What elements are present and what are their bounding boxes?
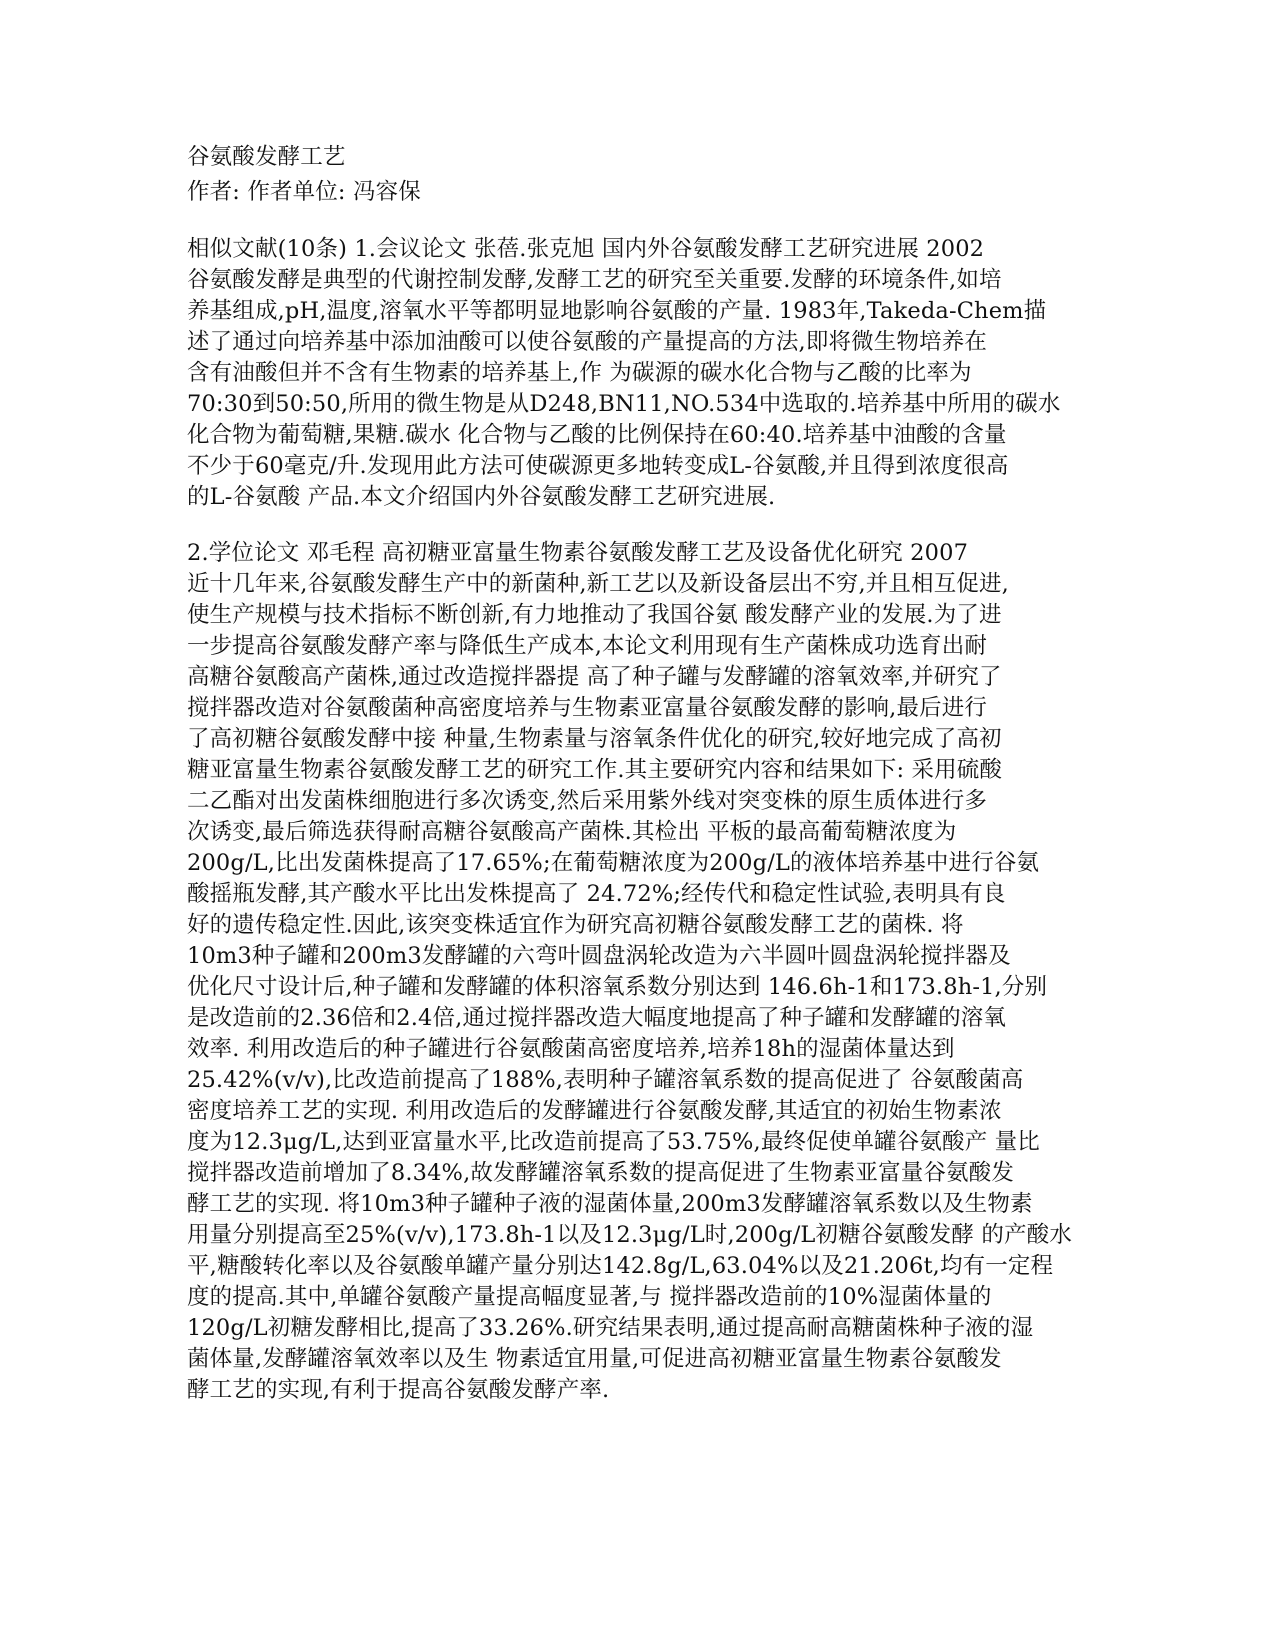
text-line: 度的提高.其中,单罐谷氨酸产量提高幅度显著,与 搅拌器改造前的10%湿菌体量的 [187,1284,992,1310]
text-line: 化合物为葡萄糖,果糖.碳水 化合物与乙酸的比例保持在60:40.培养基中油酸的含量 [187,422,1007,448]
text-line: 一步提高谷氨酸发酵产率与降低生产成本,本论文利用现有生产菌株成功选育出耐 [187,633,988,659]
text-line: 平,糖酸转化率以及谷氨酸单罐产量分别达142.8g/L,63.04%以及21.206t,均有一定程 [187,1253,1054,1279]
author-byline: 作者: 作者单位: 冯容保 [187,179,421,205]
text-line: 密度培养工艺的实现. 利用改造后的发酵罐进行谷氨酸发酵,其适宜的初始生物素浓 [187,1098,1002,1124]
text-line: 谷氨酸发酵是典型的代谢控制发酵,发酵工艺的研究至关重要.发酵的环境条件,如培 [187,267,1002,293]
text-line: 酵工艺的实现,有利于提高谷氨酸发酵产率. [187,1377,610,1403]
text-line: 相似文献(10条) 1.会议论文 张蓓.张克旭 国内外谷氨酸发酵工艺研究进展 2002 [187,236,985,262]
document-title: 谷氨酸发酵工艺 [187,144,346,170]
text-line: 菌体量,发酵罐溶氧效率以及生 物素适宜用量,可促进高初糖亚富量生物素谷氨酸发 [187,1346,1002,1372]
text-line: 25.42%(v/v),比改造前提高了188%,表明种子罐溶氧系数的提高促进了 谷氨酸菌高 [187,1067,1024,1093]
text-line: 次诱变,最后筛选获得耐高糖谷氨酸高产菌株.其检出 平板的最高葡萄糖浓度为 [187,819,957,845]
text-line: 不少于60毫克/升.发现用此方法可使碳源更多地转变成L-谷氨酸,并且得到浓度很高 [187,453,1009,479]
text-line: 二乙酯对出发菌株细胞进行多次诱变,然后采用紫外线对突变株的原生质体进行多 [187,788,988,814]
text-line: 酵工艺的实现. 将10m3种子罐种子液的湿菌体量,200m3发酵罐溶氧系数以及生物素 [187,1191,1033,1217]
text-line: 120g/L初糖发酵相比,提高了33.26%.研究结果表明,通过提高耐高糖菌株种子液的湿 [187,1315,1034,1341]
text-line: 含有油酸但并不含有生物素的培养基上,作 为碳源的碳水化合物与乙酸的比率为 [187,360,972,386]
text-line: 搅拌器改造前增加了8.34%,故发酵罐溶氧系数的提高促进了生物素亚富量谷氨酸发 [187,1160,1014,1186]
text-line: 200g/L,比出发菌株提高了17.65%;在葡萄糖浓度为200g/L的液体培养基中进行谷氨 [187,850,1040,876]
text-line: 搅拌器改造对谷氨酸菌种高密度培养与生物素亚富量谷氨酸发酵的影响,最后进行 [187,695,988,721]
text-line: 高糖谷氨酸高产菌株,通过改造搅拌器提 高了种子罐与发酵罐的溶氧效率,并研究了 [187,664,1002,690]
text-line: 的L-谷氨酸 产品.本文介绍国内外谷氨酸发酵工艺研究进展. [187,484,776,510]
text-line: 养基组成,pH,温度,溶氧水平等都明显地影响谷氨酸的产量. 1983年,Takeda-Chem描 [187,298,1047,324]
text-line: 好的遗传稳定性.因此,该突变株适宜作为研究高初糖谷氨酸发酵工艺的菌株. 将 [187,912,964,938]
text-line: 优化尺寸设计后,种子罐和发酵罐的体积溶氧系数分别达到 146.6h-1和173.8h-1,分别 [187,974,1048,1000]
text-line: 度为12.3μg/L,达到亚富量水平,比改造前提高了53.75%,最终促使单罐谷氨酸产 量比 [187,1129,1040,1155]
text-line: 2.学位论文 邓毛程 高初糖亚富量生物素谷氨酸发酵工艺及设备优化研究 2007 [187,540,969,566]
text-line: 70:30到50:50,所用的微生物是从D248,BN11,NO.534中选取的.培养基中所用的碳水 [187,391,1061,417]
text-line: 使生产规模与技术指标不断创新,有力地推动了我国谷氨 酸发酵产业的发展.为了进 [187,602,1002,628]
text-line: 用量分别提高至25%(v/v),173.8h-1以及12.3μg/L时,200g/L初糖谷氨酸发酵 的产酸水 [187,1222,1072,1248]
text-line: 效率. 利用改造后的种子罐进行谷氨酸菌高密度培养,培养18h的湿菌体量达到 [187,1036,955,1062]
text-line: 近十几年来,谷氨酸发酵生产中的新菌种,新工艺以及新设备层出不穷,并且相互促进, [187,571,1009,597]
text-line: 10m3种子罐和200m3发酵罐的六弯叶圆盘涡轮改造为六半圆叶圆盘涡轮搅拌器及 [187,943,1011,969]
text-line: 糖亚富量生物素谷氨酸发酵工艺的研究工作.其主要研究内容和结果如下: 采用硫酸 [187,757,1003,783]
text-line: 述了通过向培养基中添加油酸可以使谷氨酸的产量提高的方法,即将微生物培养在 [187,329,988,355]
text-line: 了高初糖谷氨酸发酵中接 种量,生物素量与溶氧条件优化的研究,较好地完成了高初 [187,726,1002,752]
text-line: 酸摇瓶发酵,其产酸水平比出发株提高了 24.72%;经传代和稳定性试验,表明具有良 [187,881,1006,907]
text-line: 是改造前的2.36倍和2.4倍,通过搅拌器改造大幅度地提高了种子罐和发酵罐的溶氧 [187,1005,1007,1031]
